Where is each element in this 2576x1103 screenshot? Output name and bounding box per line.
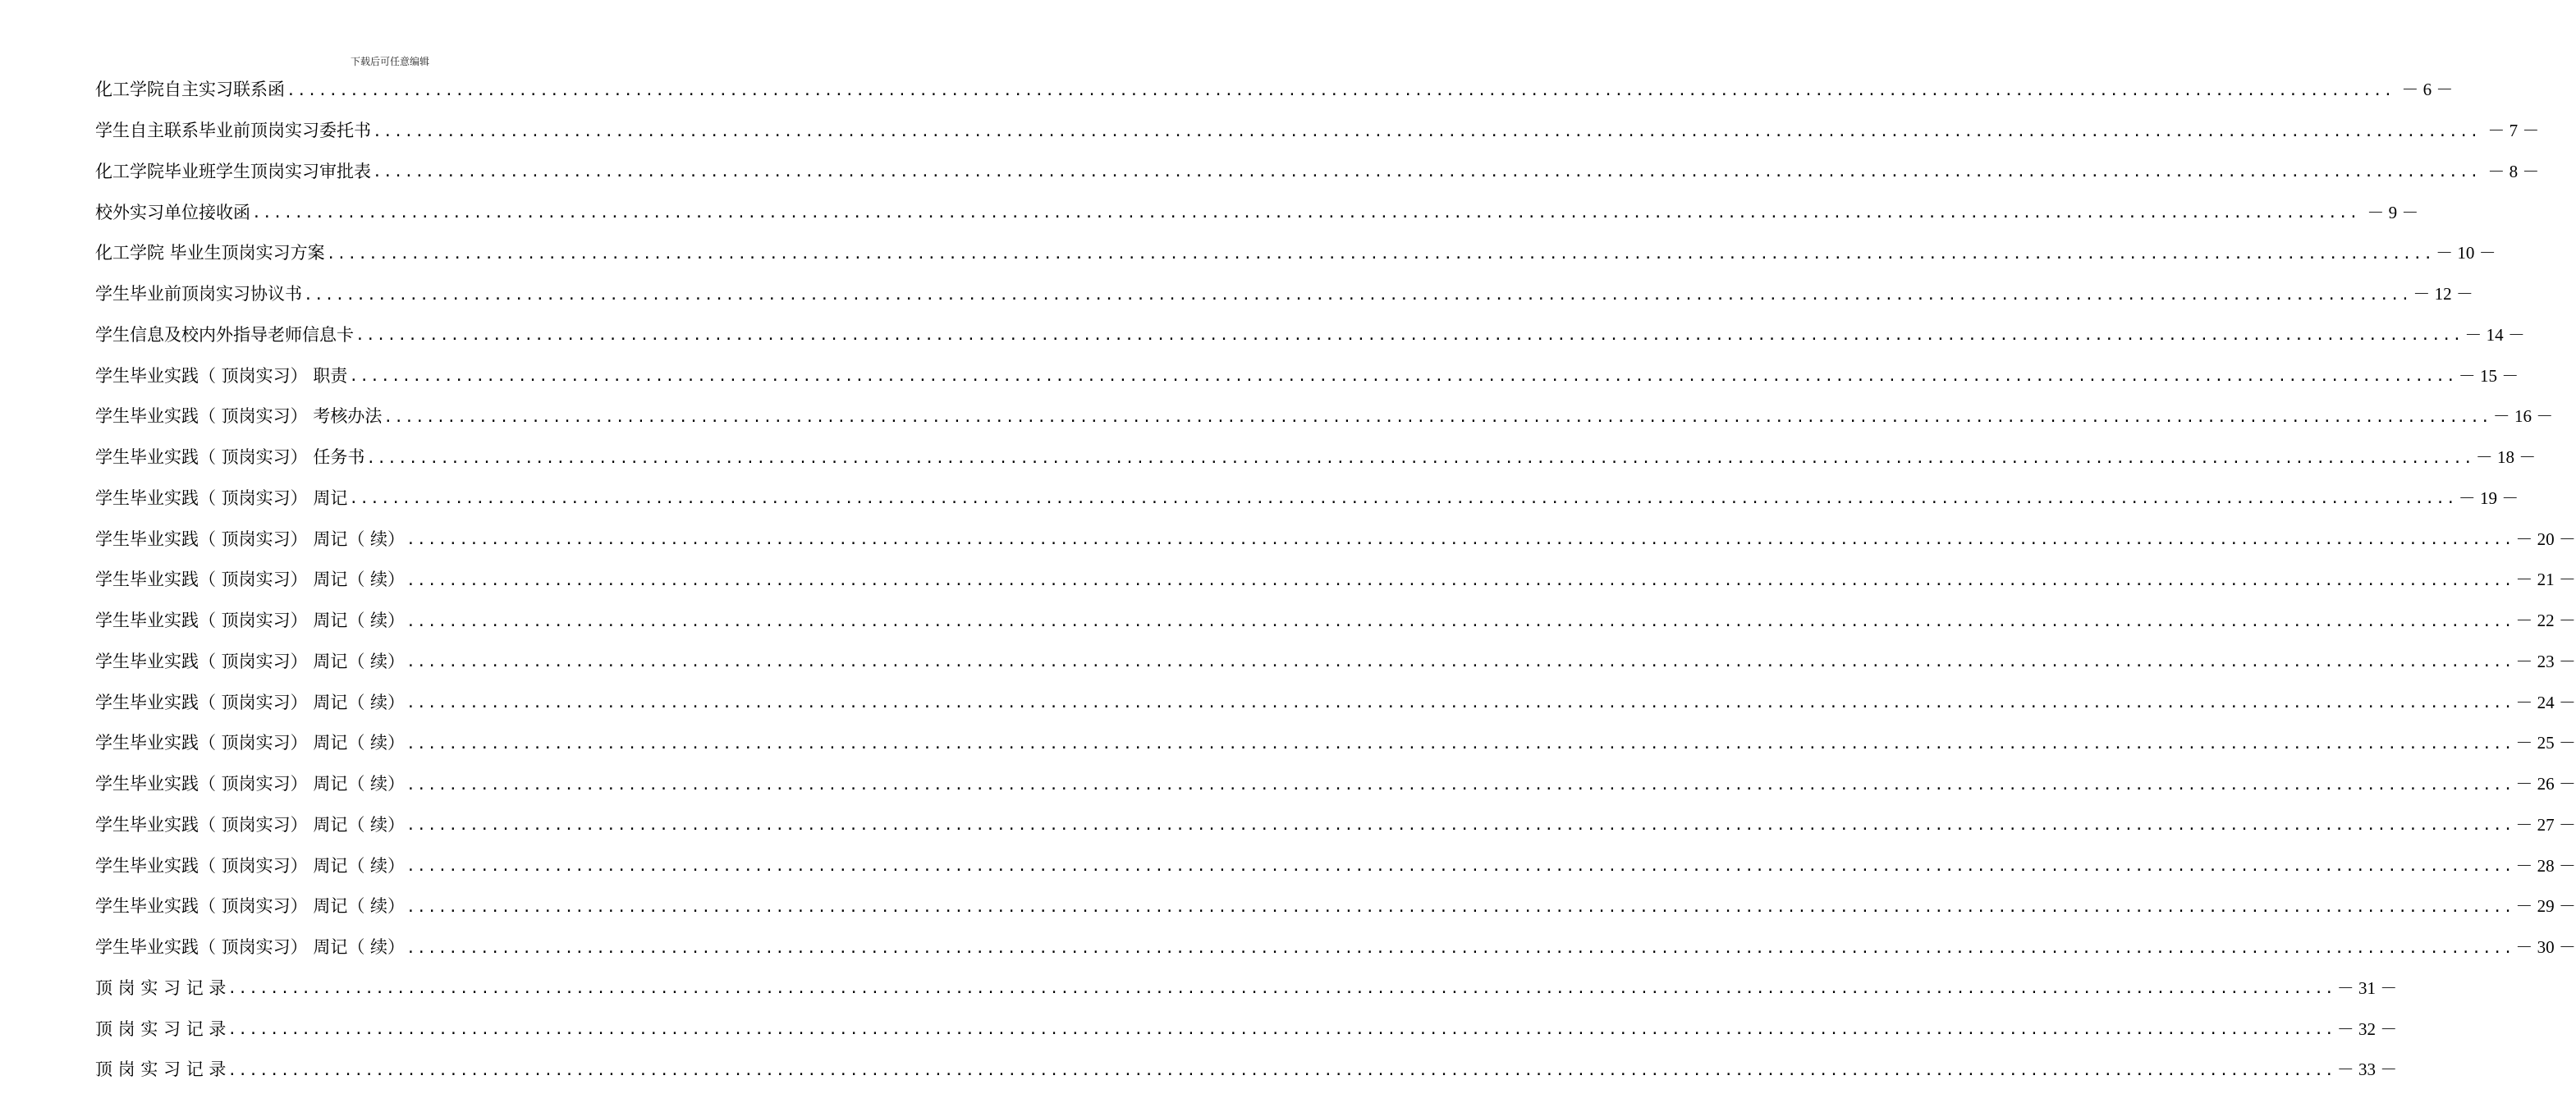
toc-entry-title: 学生毕业实践（ 顶岗实习） 周记（ 续）: [95, 774, 406, 794]
toc-entry-page: － 10 －: [2436, 243, 2496, 263]
toc-entry[interactable]: [95, 111, 2540, 152]
toc-leader-dots: ........................................................................................................................................................................................................: [406, 612, 2514, 630]
toc-entry-page: － 27 －: [2515, 814, 2576, 835]
toc-leader-dots: ........................................................................................................................................................................................................: [349, 368, 2457, 386]
toc-entry-title: 学生毕业实践（ 顶岗实习） 任务书: [95, 447, 365, 468]
toc-entry-title: 学生毕业实践（ 顶岗实习） 周记（ 续）: [95, 651, 406, 671]
toc-leader-dots: ........................................................................................................................................................................................................: [373, 122, 2481, 140]
toc-entry-title: 学生毕业前顶岗实习协议书: [95, 284, 302, 304]
toc-entry-title: 学生毕业实践（ 顶岗实习） 周记（ 续）: [95, 692, 406, 712]
toc-entry-page: － 21 －: [2515, 570, 2576, 590]
toc-leader-dots: ........................................................................................................................................................................................................: [406, 694, 2514, 712]
toc-entry-title: 顶 岗 实 习 记 录: [95, 1060, 227, 1080]
toc-entry[interactable]: [95, 519, 2576, 560]
toc-entry-page: － 6 －: [2401, 80, 2454, 100]
toc-leader-dots: ........................................................................................................................................................................................................: [349, 490, 2457, 508]
toc-leader-dots: ........................................................................................................................................................................................................: [406, 939, 2514, 957]
toc-entry-title: 学生自主联系毕业前顶岗实习委托书: [95, 121, 371, 141]
toc-entry[interactable]: [95, 70, 2454, 111]
toc-entry[interactable]: [95, 764, 2576, 805]
toc-entry-page: － 19 －: [2458, 487, 2519, 508]
toc-leader-dots: ........................................................................................................................................................................................................: [227, 1021, 2335, 1039]
toc-entry-page: － 30 －: [2515, 937, 2576, 958]
toc-entry-title: 学生毕业实践（ 顶岗实习） 考核办法: [95, 406, 383, 427]
toc-entry-title: 学生毕业实践（ 顶岗实习） 周记（ 续）: [95, 896, 406, 917]
toc-entry-page: － 20 －: [2515, 529, 2576, 549]
toc-entry[interactable]: [95, 682, 2576, 723]
toc-entry[interactable]: [95, 723, 2576, 764]
toc-entry-page: － 12 －: [2413, 284, 2473, 304]
toc-entry-page: － 33 －: [2336, 1060, 2398, 1080]
toc-entry-page: － 14 －: [2464, 324, 2525, 345]
toc-leader-dots: ........................................................................................................................................................................................................: [304, 286, 2412, 304]
toc-entry-title: 学生毕业实践（ 顶岗实习） 周记（ 续）: [95, 529, 406, 549]
toc-entry-page: － 24 －: [2515, 692, 2576, 712]
toc-entry-title: 学生毕业实践（ 顶岗实习） 周记（ 续）: [95, 611, 406, 631]
toc-entry-page: － 32 －: [2336, 1018, 2398, 1039]
toc-leader-dots: ........................................................................................................................................................................................................: [355, 327, 2464, 345]
toc-entry-page: － 15 －: [2458, 365, 2519, 386]
toc-leader-dots: ........................................................................................................................................................................................................: [227, 1061, 2335, 1079]
toc-entry[interactable]: [95, 315, 2525, 356]
toc-entry[interactable]: [95, 396, 2554, 437]
toc-leader-dots: ........................................................................................................................................................................................................: [406, 817, 2514, 835]
toc-entry[interactable]: [95, 601, 2576, 642]
toc-entry-title: 顶 岗 实 习 记 录: [95, 1018, 227, 1039]
toc-leader-dots: ........................................................................................................................................................................................................: [286, 81, 2395, 99]
toc-entry[interactable]: [95, 1009, 2398, 1050]
toc-leader-dots: ........................................................................................................................................................................................................: [326, 245, 2435, 263]
toc-entry[interactable]: [95, 355, 2519, 396]
toc-leader-dots: ........................................................................................................................................................................................................: [227, 980, 2335, 998]
toc-leader-dots: ........................................................................................................................................................................................................: [406, 653, 2514, 671]
toc-entry[interactable]: [95, 968, 2398, 1009]
toc-entry-page: － 18 －: [2475, 447, 2537, 468]
toc-entry-page: － 16 －: [2492, 406, 2554, 427]
toc-entry[interactable]: [95, 845, 2576, 886]
toc-leader-dots: ........................................................................................................................................................................................................: [252, 204, 2360, 222]
toc-entry[interactable]: [95, 152, 2540, 193]
toc-entry-page: － 9 －: [2367, 202, 2419, 222]
toc-entry-title: 学生毕业实践（ 顶岗实习） 周记（ 续）: [95, 570, 406, 590]
toc-entry-title: 化工学院 毕业生顶岗实习方案: [95, 243, 325, 263]
toc-entry-title: 学生信息及校内外指导老师信息卡: [95, 324, 354, 345]
toc-entry-title: 学生毕业实践（ 顶岗实习） 周记: [95, 487, 348, 508]
toc-entry[interactable]: [95, 886, 2576, 927]
toc-leader-dots: ........................................................................................................................................................................................................: [406, 776, 2514, 794]
toc-entry[interactable]: [95, 192, 2419, 233]
toc-entry[interactable]: [95, 927, 2576, 968]
toc-leader-dots: ........................................................................................................................................................................................................: [406, 735, 2514, 753]
toc-entry-page: － 22 －: [2515, 611, 2576, 631]
toc-entry-title: 校外实习单位接收函: [95, 202, 250, 222]
toc-leader-dots: ........................................................................................................................................................................................................: [406, 571, 2514, 589]
toc-leader-dots: ........................................................................................................................................................................................................: [373, 163, 2481, 181]
toc-entry-title: 顶 岗 实 习 记 录: [95, 977, 227, 998]
table-of-contents: [95, 70, 2576, 1091]
toc-entry-title: 学生毕业实践（ 顶岗实习） 周记（ 续）: [95, 937, 406, 958]
toc-entry[interactable]: [95, 560, 2576, 601]
toc-entry-title: 化工学院毕业班学生顶岗实习审批表: [95, 161, 371, 181]
toc-entry[interactable]: [95, 274, 2473, 315]
toc-leader-dots: ........................................................................................................................................................................................................: [406, 531, 2514, 549]
toc-entry[interactable]: [95, 478, 2519, 519]
toc-entry-page: － 31 －: [2336, 977, 2398, 998]
toc-entry-title: 学生毕业实践（ 顶岗实习） 周记（ 续）: [95, 733, 406, 753]
toc-leader-dots: ........................................................................................................................................................................................................: [383, 408, 2491, 426]
toc-entry-page: － 28 －: [2515, 855, 2576, 876]
toc-entry-page: － 8 －: [2487, 161, 2540, 181]
toc-entry-title: 化工学院自主实习联系函: [95, 80, 285, 100]
toc-entry[interactable]: [95, 1050, 2398, 1091]
toc-leader-dots: ........................................................................................................................................................................................................: [406, 898, 2514, 916]
toc-entry-page: － 25 －: [2515, 733, 2576, 753]
toc-entry-title: 学生毕业实践（ 顶岗实习） 周记（ 续）: [95, 814, 406, 835]
toc-entry[interactable]: [95, 642, 2576, 683]
toc-entry[interactable]: [95, 233, 2496, 274]
toc-entry-page: － 29 －: [2515, 896, 2576, 917]
toc-entry[interactable]: [95, 437, 2537, 478]
toc-entry-page: － 26 －: [2515, 774, 2576, 794]
toc-leader-dots: ........................................................................................................................................................................................................: [406, 858, 2514, 876]
toc-entry-title: 学生毕业实践（ 顶岗实习） 职责: [95, 365, 348, 386]
toc-entry-page: － 7 －: [2487, 121, 2540, 141]
toc-leader-dots: ........................................................................................................................................................................................................: [366, 449, 2474, 467]
toc-entry-title: 学生毕业实践（ 顶岗实习） 周记（ 续）: [95, 855, 406, 876]
toc-entry-page: － 23 －: [2515, 651, 2576, 671]
header-note: 下载后可任意编辑: [350, 56, 429, 67]
toc-entry[interactable]: [95, 805, 2576, 846]
